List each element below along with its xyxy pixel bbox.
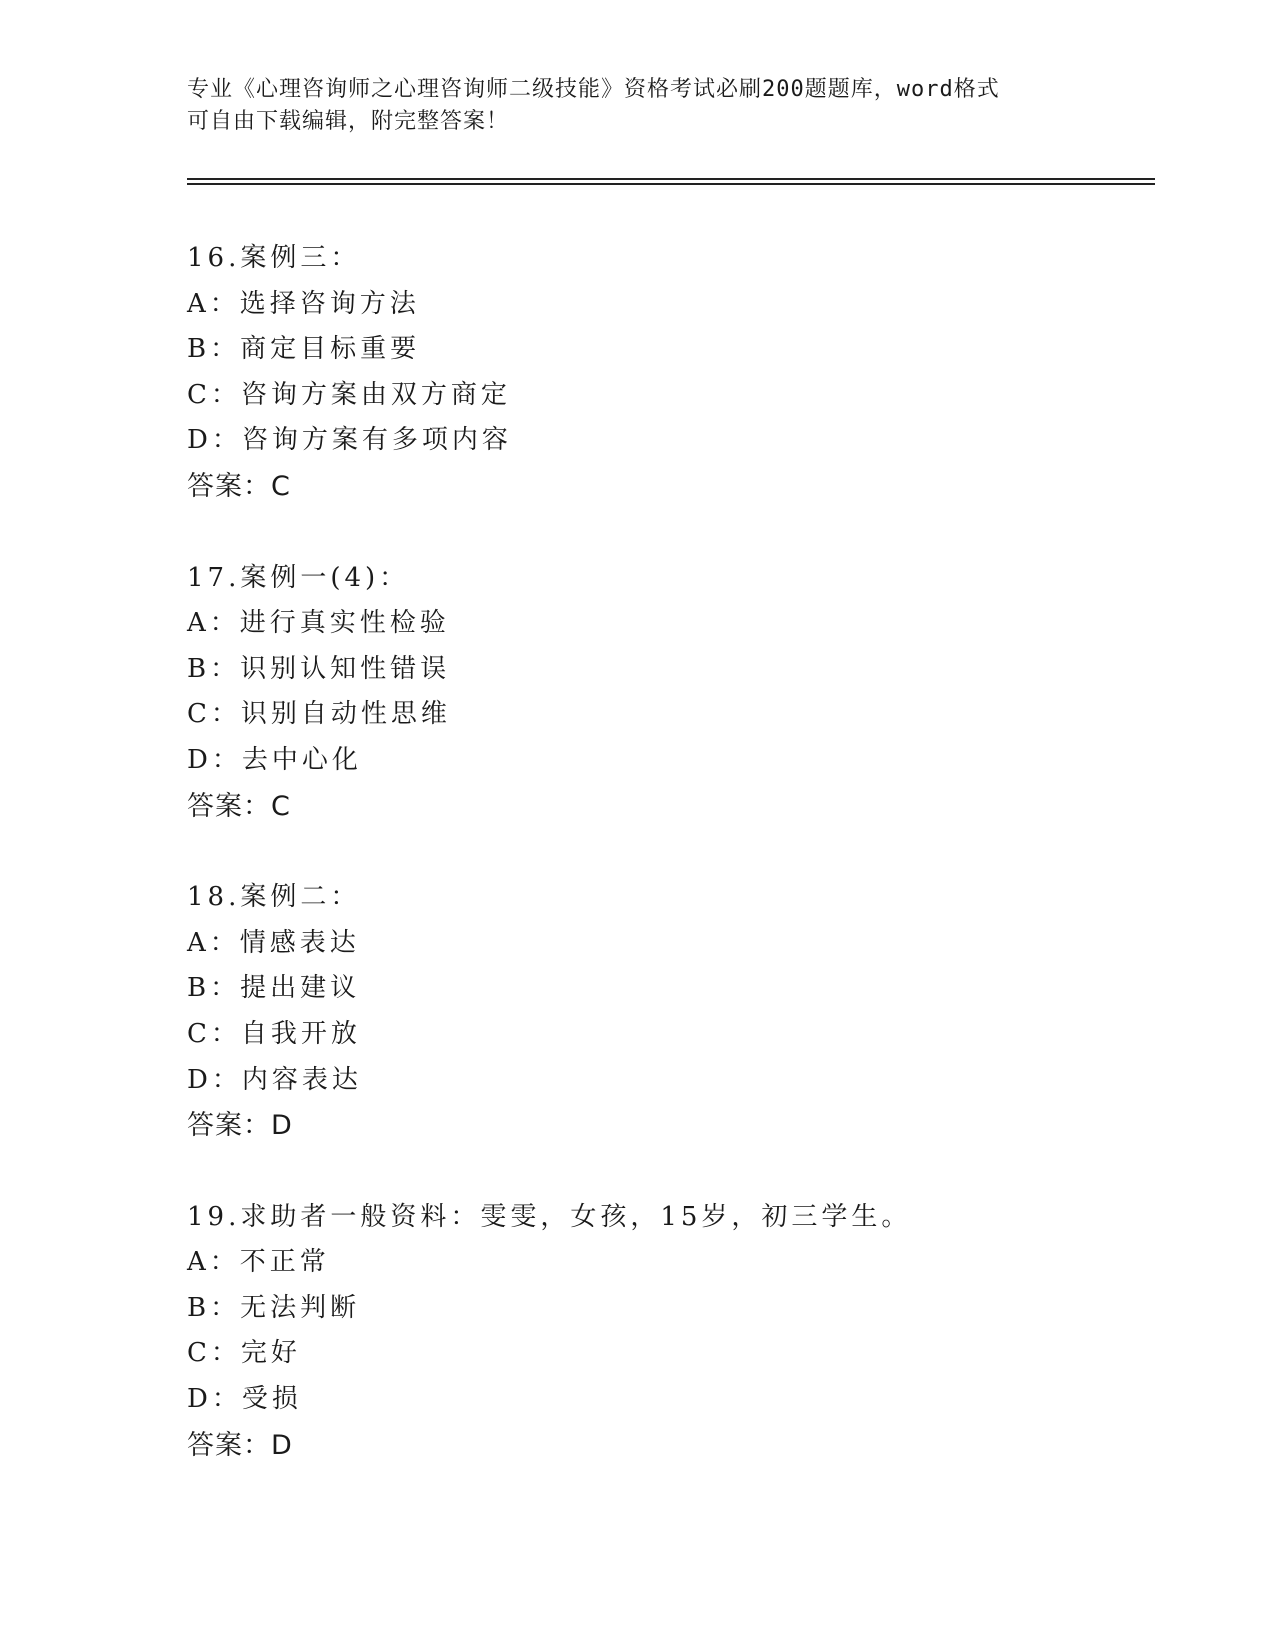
header-divider-bottom: [187, 183, 1155, 185]
question-stem: 18.案例二：: [187, 882, 361, 913]
question-16: [187, 236, 1187, 510]
question-stem: 19.求助者一般资料：雯雯，女孩，15岁，初三学生。: [187, 1201, 912, 1232]
option-d: D：内容表达: [187, 1064, 362, 1095]
option-c: C：识别自动性思维: [187, 699, 451, 730]
header-line-1: 专业《心理咨询师之心理咨询师二级技能》资格考试必刷200题题库，word格式: [187, 77, 1000, 102]
answer-label: 答案：D: [187, 1429, 293, 1461]
question-list: [187, 236, 1187, 1514]
option-b: B：无法判断: [187, 1292, 361, 1323]
question-stem: 17.案例一(4)：: [187, 562, 410, 593]
answer-label: 答案：C: [187, 470, 291, 502]
question-17: [187, 556, 1187, 830]
header-divider-top: [187, 178, 1155, 180]
option-b: B：提出建议: [187, 973, 361, 1004]
option-b: B：商定目标重要: [187, 334, 421, 365]
option-a: A：进行真实性检验: [187, 608, 450, 639]
document-header: [187, 74, 1087, 138]
option-c: C：咨询方案由双方商定: [187, 379, 511, 410]
option-b: B：识别认知性错误: [187, 653, 451, 684]
answer-label: 答案：C: [187, 790, 291, 822]
option-d: D：咨询方案有多项内容: [187, 425, 512, 456]
option-a: A：情感表达: [187, 927, 360, 958]
question-stem: 16.案例三：: [187, 243, 361, 273]
option-c: C：自我开放: [187, 1018, 361, 1049]
option-d: D：受损: [187, 1384, 302, 1415]
option-a: A：选择咨询方法: [187, 288, 420, 319]
header-line-2: 可自由下载编辑，附完整答案！: [187, 109, 510, 134]
question-18: [187, 875, 1187, 1149]
option-c: C：完好: [187, 1338, 301, 1369]
option-a: A：不正常: [187, 1247, 330, 1278]
option-d: D：去中心化: [187, 744, 362, 775]
answer-label: 答案：D: [187, 1110, 293, 1142]
question-19: [187, 1195, 1187, 1469]
